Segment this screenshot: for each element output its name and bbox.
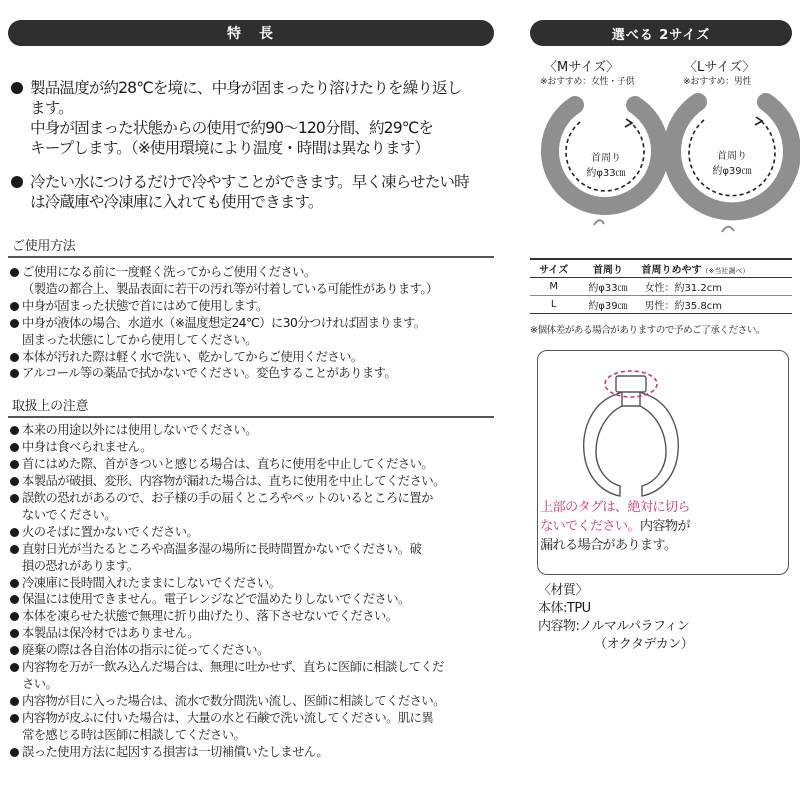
list-item	[8, 541, 494, 575]
size-table	[530, 258, 792, 314]
list-item-line: 直射日光が当たるところや高温多湿の場所に長時間置かないでください。破	[22, 541, 422, 556]
bullet-icon	[10, 426, 19, 435]
list-item-line: 保温には使用できません。電子レンジなどで温めたりしないでください。	[22, 592, 410, 607]
bullet-icon	[11, 176, 23, 188]
size-table-header	[530, 259, 792, 277]
list-item-line: 固まった状態にしてから使用してください。	[22, 332, 257, 347]
list-item	[8, 608, 494, 625]
list-item	[8, 172, 494, 212]
bullet-icon	[10, 612, 19, 621]
tag-warning-line	[540, 517, 690, 536]
list-item	[8, 473, 494, 490]
features-list	[8, 78, 494, 212]
list-item-line: 中身が固まった状態からの使用で約90～120分間、約29℃を	[30, 119, 434, 137]
list-item	[8, 591, 494, 608]
bullet-icon	[10, 545, 19, 554]
list-item-line: さい。	[22, 676, 58, 691]
list-item	[8, 349, 494, 366]
header-neck: 首周り	[577, 259, 638, 277]
list-item-line: 本体を凍らせた状態で無理に折り曲げたり、落下させないでください。	[22, 609, 398, 624]
list-item-line: 内容物が皮ふに付いた場合は、大量の水と石鹸で洗い流してください。肌に異	[22, 710, 434, 725]
table-cell: 約φ33㎝	[577, 277, 638, 295]
tag-warning-line	[540, 498, 690, 517]
material-contents-sub: （オクタデカン）	[594, 637, 694, 652]
list-item-line: 誤った使用方法に起因する損害は一切補償いたしません。	[22, 744, 329, 759]
list-item	[8, 710, 494, 744]
list-item-line: 冷たい水につけるだけで冷やすことができます。早く凍らせたい時	[30, 173, 469, 191]
list-item-line: 本来の用途以外には使用しないでください。	[22, 423, 257, 438]
m-size-ring-illustration	[540, 92, 670, 240]
material-body: 本体:TPU	[538, 601, 591, 616]
m-neck-label: 首周り	[591, 153, 621, 164]
list-item	[8, 642, 494, 659]
list-item	[8, 298, 494, 315]
list-item-line: 内容物を万が一飲み込んだ場合は、無理に吐かせず、直ちに医師に相談してくだ	[22, 660, 444, 675]
list-item-line: 冷凍庫に長時間入れたままにしないでください。	[22, 575, 281, 590]
bullet-icon	[10, 748, 19, 757]
sizes-title: 選べる 2サイズ	[611, 27, 711, 43]
bullet-icon	[10, 494, 19, 503]
tag-warning-line	[540, 536, 690, 555]
left-column	[8, 20, 494, 760]
list-item-line: 中身は食べられません。	[22, 440, 152, 455]
list-item	[8, 456, 494, 473]
list-item-line: 誤飲の恐れがあるので、お子様の手の届くところやペットのいるところに置か	[22, 490, 433, 505]
list-item-line: 本体が汚れた際は軽く水で洗い、乾かしてからご使用ください。	[22, 349, 363, 364]
bullet-icon	[10, 477, 19, 486]
bullet-icon	[10, 268, 19, 277]
list-item-line: 火のそばに置かないでください。	[22, 524, 199, 539]
list-item-line: 廃棄の際は各自治体の指示に従ってください。	[22, 643, 269, 658]
list-item-line: 中身が液体の場合、水道水（※温度想定24℃）に30分つければ固まります。	[22, 315, 426, 330]
l-size-recommend: ※おすすめ：男性	[683, 77, 752, 87]
bullet-icon	[10, 629, 19, 638]
cautions-list	[8, 422, 494, 760]
list-item-line: 中身が固まった状態で首にはめて使用します。	[22, 298, 268, 313]
bullet-icon	[10, 646, 19, 655]
bullet-icon	[10, 595, 19, 604]
m-size-recommend: ※おすすめ：女性・子供	[540, 77, 635, 87]
header-neck-guide-note: （※当社調べ）	[701, 266, 750, 275]
features-banner	[8, 20, 494, 46]
tag-warning-black-line: 内容物が	[639, 519, 690, 534]
tag-warning-red-line: 上部のタグは、絶対に切ら	[540, 500, 690, 515]
usage-heading: ご使用方法	[8, 238, 494, 258]
list-item	[8, 524, 494, 541]
list-item-line: ます。	[30, 99, 73, 117]
list-item	[8, 575, 494, 592]
usage-list	[8, 264, 494, 382]
list-item	[8, 365, 494, 382]
l-neck-value: 約φ39㎝	[712, 166, 752, 177]
table-cell: 男性：約35.8cm	[639, 295, 792, 313]
features-title: 特 長	[227, 26, 275, 42]
table-row	[530, 277, 792, 295]
list-item	[8, 439, 494, 456]
table-cell: L	[530, 295, 577, 313]
bullet-icon	[10, 579, 19, 588]
list-item-line: 首にはめた際、首がきついと感じる場合は、直ちに使用を中止してください。	[22, 457, 434, 472]
list-item-line: 損の恐れがあります。	[22, 558, 139, 573]
list-item	[8, 490, 494, 524]
table-cell: M	[530, 277, 577, 295]
table-cell: 女性：約31.2cm	[639, 277, 792, 295]
material-section	[538, 582, 693, 654]
material-contents: 内容物:ノルマルパラフィン	[538, 619, 690, 634]
tag-ring-illustration	[576, 360, 686, 500]
list-item-line: 製品温度が約28℃を境に、中身が固まったり溶けたりを繰り返し	[30, 79, 462, 97]
bullet-icon	[10, 663, 19, 672]
bullet-icon	[10, 460, 19, 469]
table-row	[530, 295, 792, 313]
list-item	[8, 422, 494, 439]
bullet-icon	[10, 353, 19, 362]
bullet-icon	[10, 369, 19, 378]
list-item-line: 本製品が破損、変形、内容物が漏れた場合は、直ちに使用を中止してください。	[22, 474, 445, 489]
tag-warning-black-line: 漏れる場合があります。	[540, 538, 677, 553]
sizes-banner	[530, 20, 792, 46]
individual-difference-note: ※個体差がある場合がありますので予めご了承ください。	[530, 325, 765, 336]
bullet-icon	[10, 302, 19, 311]
list-item	[8, 315, 494, 349]
bullet-icon	[10, 319, 19, 328]
list-item	[8, 264, 494, 298]
bullet-icon	[10, 443, 19, 452]
list-item-line: キープします。（※使用環境により温度・時間は異なります）	[30, 139, 430, 157]
list-item-line: 内容物が目に入った場合は、流水で数分間洗い流し、医師に相談してください。	[22, 693, 445, 708]
l-size-label: 〈Lサイズ〉	[684, 60, 756, 75]
list-item-line: 本製品は保冷材ではありません。	[22, 626, 199, 641]
tag-warning	[540, 498, 690, 555]
list-item-line: ないでください。	[22, 507, 116, 522]
list-item-line: ご使用になる前に一度軽く洗ってからご使用ください。	[22, 265, 316, 279]
header-neck-guide: 首周りめやす（※当社調べ）	[639, 259, 792, 277]
cautions-heading: 取扱上の注意	[8, 398, 494, 418]
bullet-icon	[10, 697, 19, 706]
l-neck-label: 首周り	[717, 151, 747, 162]
list-item-line: は冷蔵庫や冷凍庫に入れても使用できます。	[30, 193, 323, 211]
bullet-icon	[10, 528, 19, 537]
list-item	[8, 78, 494, 158]
list-item-line: アルコール等の薬品で拭かないでください。変色することがあります。	[22, 366, 397, 381]
list-item	[8, 744, 494, 761]
list-item-line: （製造の都合上、製品表面に若干の汚れ等が付着している可能性があります。）	[22, 281, 438, 296]
list-item	[8, 659, 494, 693]
bullet-icon	[10, 714, 19, 723]
right-column	[530, 20, 792, 46]
header-size: サイズ	[530, 259, 577, 277]
list-item	[8, 625, 494, 642]
table-cell: 約φ39㎝	[577, 295, 638, 313]
list-item	[8, 693, 494, 710]
m-neck-value: 約φ33㎝	[586, 168, 626, 179]
list-item-line: 常を感じる時は医師に相談してください。	[22, 727, 246, 742]
tag-warning-red-line: ないでください。	[540, 519, 640, 534]
m-size-label: 〈Mサイズ〉	[544, 60, 620, 75]
material-title: 〈材質〉	[538, 583, 589, 598]
bullet-icon	[11, 82, 23, 94]
